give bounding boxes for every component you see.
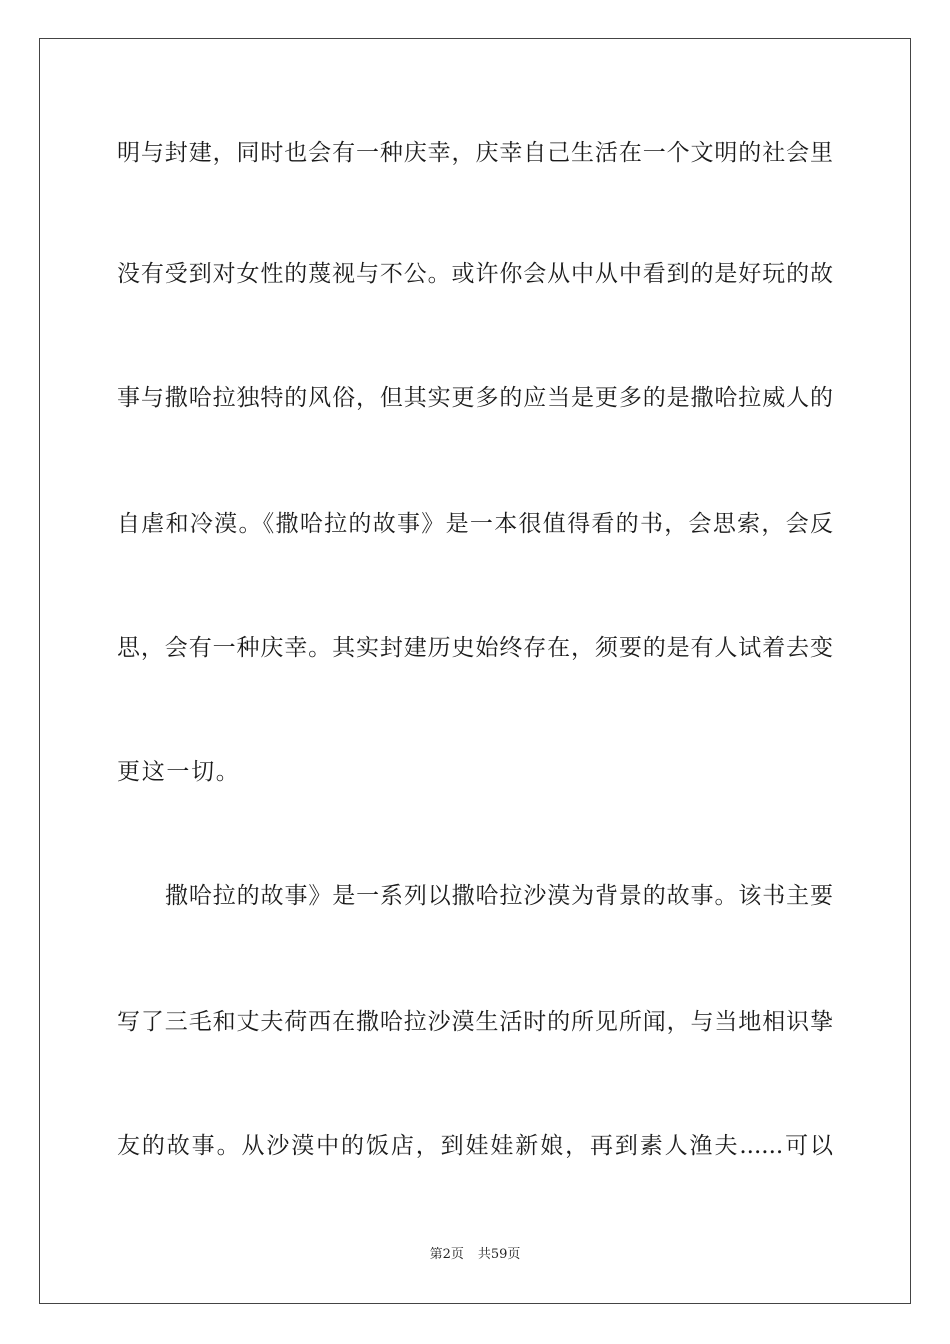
text-line-3: 事与撒哈拉独特的风俗，但其实更多的应当是更多的是撒哈拉威人的: [117, 385, 833, 411]
text-line-2: 没有受到对女性的蔑视与不公。或许你会从中从中看到的是好玩的故: [117, 261, 833, 287]
page-number-total: 共59页: [477, 1247, 521, 1262]
text-line-5: 思，会有一种庆幸。其实封建历史始终存在，须要的是有人试着去变: [117, 635, 833, 661]
text-line-9: 友的故事。从沙漠中的饭店，到娃娃新娘，再到素人渔夫......可以: [117, 1133, 833, 1159]
text-line-4: 自虐和冷漠。《撒哈拉的故事》是一本很值得看的书，会思索，会反: [117, 511, 833, 537]
page-number-current: 第2页: [429, 1247, 464, 1262]
text-line-7: 撒哈拉的故事》是一系列以撒哈拉沙漠为背景的故事。该书主要: [165, 883, 833, 909]
text-line-8: 写了三毛和丈夫荷西在撒哈拉沙漠生活时的所见所闻，与当地相识挚: [117, 1009, 833, 1035]
text-line-1: 明与封建，同时也会有一种庆幸，庆幸自己生活在一个文明的社会里: [117, 140, 833, 166]
text-line-6: 更这一切。: [117, 759, 241, 785]
page-border: [39, 38, 911, 1304]
page-footer: [0, 1246, 950, 1264]
